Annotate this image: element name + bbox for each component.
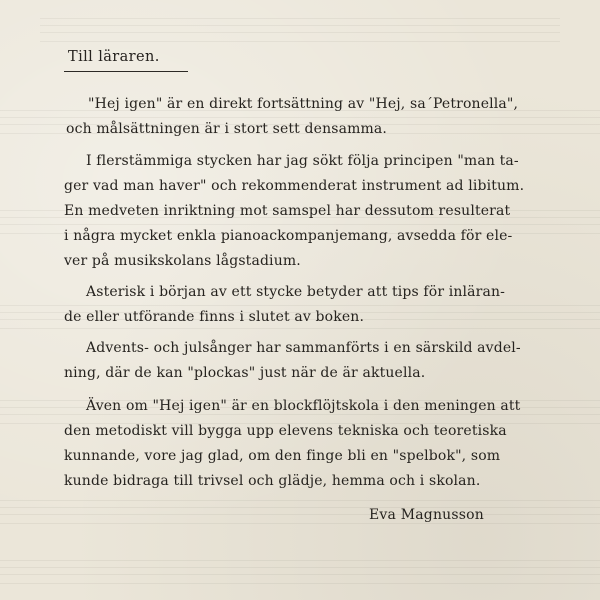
- paragraph-4-line: ning, där de kan "plockas" just när de är aktuella.: [64, 365, 426, 381]
- bleed-through-staff: [40, 18, 560, 42]
- paragraph-3-line: de eller utförande finns i slutet av boken.: [64, 309, 365, 325]
- paragraph-1-line: och målsättningen är i stort sett densamma.: [66, 121, 388, 137]
- paragraph-2-line: i några mycket enkla pianoackompanjemang, avsedda för ele-: [64, 228, 513, 244]
- paragraph-5-line: kunnande, vore jag glad, om den finge bli en "spelbok", som: [64, 448, 501, 464]
- paragraph-5-line: Även om "Hej igen" är en blockflöjtskola i den meningen att: [86, 398, 521, 414]
- bleed-through-staff: [0, 560, 600, 584]
- paragraph-2-line: ver på musikskolans lågstadium.: [64, 253, 301, 269]
- paragraph-4-line: Advents- och julsånger har sammanförts i en särskild avdel-: [86, 340, 521, 356]
- paragraph-2-line: En medveten inriktning mot samspel har dessutom resulterat: [64, 203, 511, 219]
- paragraph-1-line: "Hej igen" är en direkt fortsättning av "Hej, sa´Petronella",: [88, 96, 519, 112]
- bleed-through-staff: [0, 500, 600, 524]
- paragraph-2-line: ger vad man haver" och rekommenderat instrument ad libitum.: [64, 178, 525, 194]
- paragraph-5-line: den metodiskt vill bygga upp elevens tekniska och teoretiska: [64, 423, 507, 439]
- author-signature: Eva Magnusson: [369, 507, 485, 523]
- page-heading: Till läraren.: [68, 49, 160, 65]
- paragraph-3-line: Asterisk i början av ett stycke betyder att tips för inläran-: [86, 284, 506, 300]
- paragraph-2-line: I flerstämmiga stycken har jag sökt följa principen "man ta-: [86, 153, 519, 169]
- heading-underline: [64, 71, 188, 72]
- paragraph-5-line: kunde bidraga till trivsel och glädje, hemma och i skolan.: [64, 473, 481, 489]
